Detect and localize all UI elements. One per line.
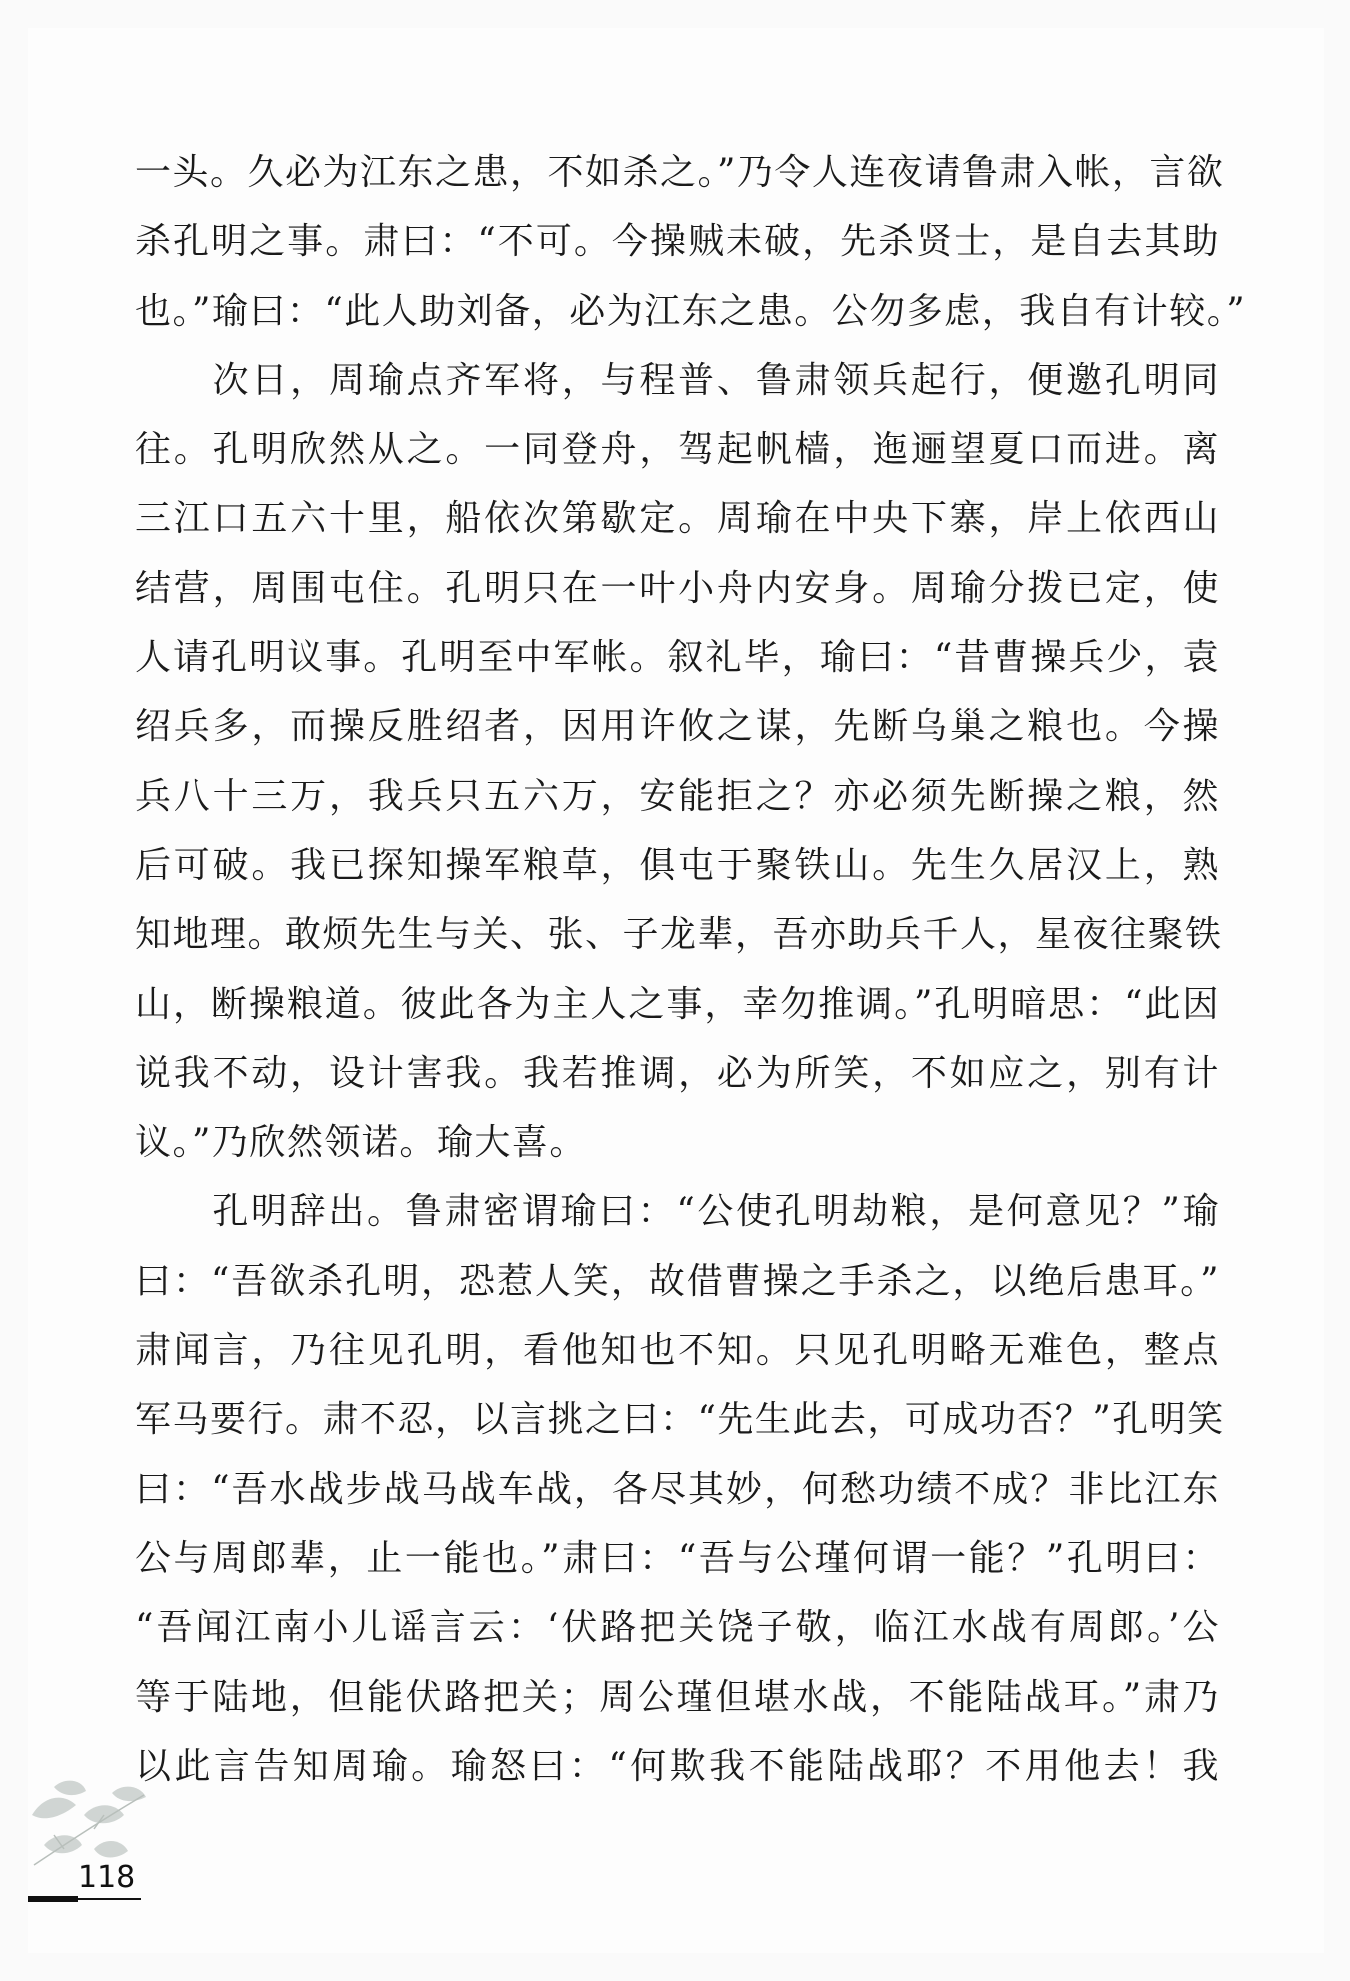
text-line: 结营，周围屯住。孔明只在一叶小舟内安身。周瑜分拨已定，使: [135, 567, 1220, 609]
text-line: 也。”瑜曰：“此人助刘备，必为江东之患。公勿多虑，我自有计较。”: [135, 290, 1247, 332]
text-line: 次日，周瑜点齐军将，与程普、鲁肃领兵起行，便邀孔明同: [135, 359, 1220, 401]
text-line: 曰：“吾欲杀孔明，恐惹人笑，故借曹操之手杀之，以绝后患耳。”: [135, 1260, 1220, 1302]
text-line: 以此言告知周瑜。瑜怒曰：“何欺我不能陆战耶？不用他去！我: [135, 1745, 1220, 1787]
text-line: 人请孔明议事。孔明至中军帐。叙礼毕，瑜曰：“昔曹操兵少，袁: [135, 637, 1220, 679]
page-number: 118: [78, 1858, 141, 1900]
text-line: “吾闻江南小儿谣言云：‘伏路把关饶子敬，临江水战有周郎。’公: [135, 1607, 1220, 1649]
text-line: 等于陆地，但能伏路把关；周公瑾但堪水战，不能陆战耳。”肃乃: [135, 1676, 1220, 1718]
text-line: 往。孔明欣然从之。一同登舟，驾起帆樯，迤逦望夏口而进。离: [135, 429, 1220, 471]
text-line: 曰：“吾水战步战马战车战，各尽其妙，何愁功绩不成？非比江东: [135, 1468, 1220, 1510]
text-line: 一头。久必为江东之患，不如杀之。”乃令人连夜请鲁肃入帐，言欲: [135, 152, 1225, 193]
text-line: 议。”乃欣然领诺。瑜大喜。: [135, 1122, 587, 1164]
text-line: 杀孔明之事。肃曰：“不可。今操贼未破，先杀贤士，是自去其助: [135, 221, 1220, 263]
text-line: 山，断操粮道。彼此各为主人之事，幸勿推调。”孔明暗思：“此因: [135, 983, 1220, 1025]
text-line: 军马要行。肃不忍，以言挑之曰：“先生此去，可成功否？”孔明笑: [135, 1399, 1225, 1441]
text-line: 绍兵多，而操反胜绍者，因用许攸之谋，先断乌巢之粮也。今操: [135, 706, 1220, 748]
text-line: 肃闻言，乃往见孔明，看他知也不知。只见孔明略无难色，整点: [135, 1330, 1220, 1372]
body-text: [135, 138, 1247, 1801]
text-line: 孔明辞出。鲁肃密谓瑜曰：“公使孔明劫粮，是何意见？”瑜: [135, 1191, 1220, 1233]
text-line: 知地理。敢烦先生与关、张、子龙辈，吾亦助兵千人，星夜往聚铁: [135, 914, 1223, 956]
page-number-bar: [28, 1896, 78, 1902]
text-line: 后可破。我已探知操军粮草，俱屯于聚铁山。先生久居汉上，熟: [135, 844, 1220, 886]
text-line: 说我不动，设计害我。我若推调，必为所笑，不如应之，别有计: [135, 1052, 1220, 1094]
text-line: 三江口五六十里，船依次第歇定。周瑜在中央下寨，岸上依西山: [135, 498, 1220, 540]
text-line: 兵八十三万，我兵只五六万，安能拒之？亦必须先断操之粮，然: [135, 775, 1220, 817]
text-line: 公与周郎辈，止一能也。”肃曰：“吾与公瑾何谓一能？”孔明曰：: [135, 1537, 1220, 1579]
